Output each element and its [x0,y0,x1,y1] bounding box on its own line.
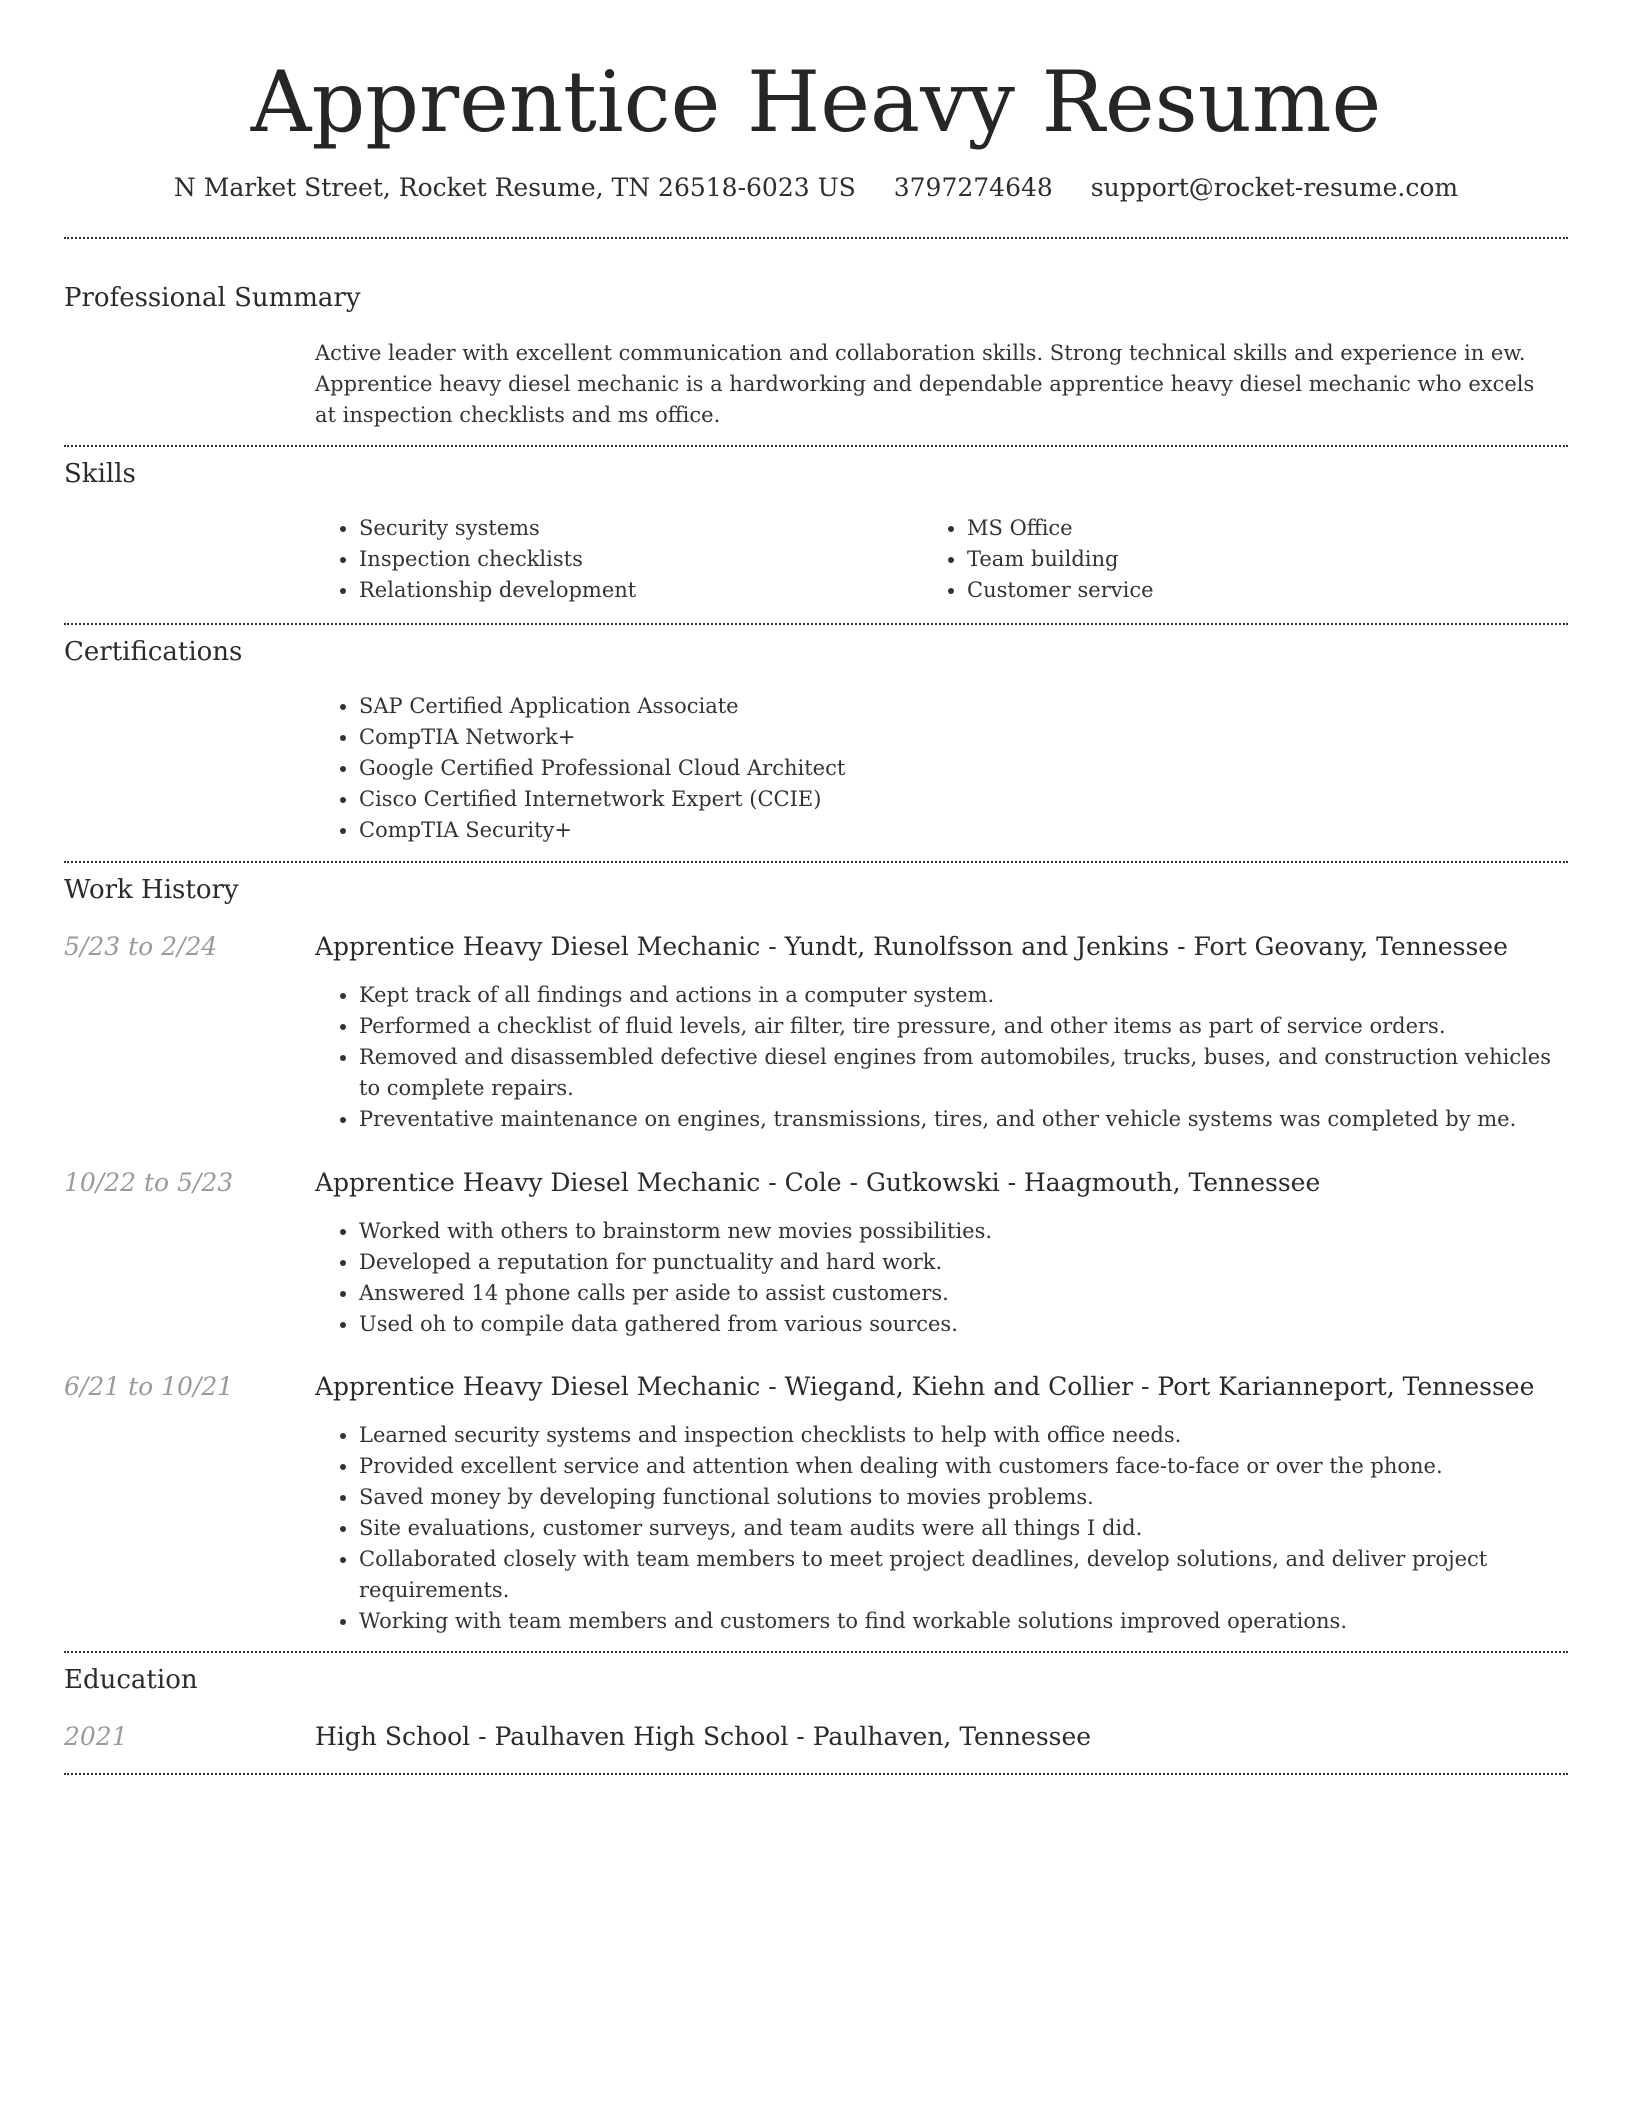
divider [64,1651,1568,1653]
skill-item: • Customer service [967,575,1523,606]
certifications-list [315,691,1515,846]
skill-item: • Relationship development [359,575,915,606]
job-bullet: • Site evaluations, customer surveys, and team audits were all things I did. [359,1513,1555,1544]
job-dates: 5/23 to 2/24 [64,932,218,961]
resume-title: Apprentice Heavy Resume [250,53,1382,151]
skills-column-left [315,513,915,606]
divider [64,861,1568,863]
divider [64,237,1568,239]
divider [64,445,1568,447]
job-bullet: • Collaborated closely with team members to meet project deadlines, develop solutions, and deliver project requirements. [359,1544,1555,1606]
job-heading: Apprentice Heavy Diesel Mechanic - Cole - Gutkowski - Haagmouth, Tennessee [315,1168,1321,1197]
job-bullets [315,1216,1555,1340]
certification-item: • Google Certified Professional Cloud Architect [359,753,1515,784]
certification-item: • CompTIA Network+ [359,722,1515,753]
job-bullet: • Learned security systems and inspection checklists to help with office needs. [359,1420,1555,1451]
education-date: 2021 [64,1722,128,1751]
certification-item: • SAP Certified Application Associate [359,691,1515,722]
skill-item: • MS Office [967,513,1523,544]
contact-phone: 3797274648 [893,173,1053,202]
job-dates: 6/21 to 10/21 [64,1372,234,1401]
section-title-summary: Professional Summary [64,283,361,313]
education-heading: High School - Paulhaven High School - Paulhaven, Tennessee [315,1722,1092,1751]
section-title-work-history: Work History [64,875,239,905]
contact-email: support@rocket-resume.com [1090,173,1459,202]
job-bullet: • Worked with others to brainstorm new movies possibilities. [359,1216,1555,1247]
section-title-certifications: Certifications [64,637,243,667]
job-bullet: • Kept track of all findings and actions in a computer system. [359,980,1555,1011]
divider [64,1773,1568,1775]
job-bullet: • Developed a reputation for punctuality and hard work. [359,1247,1555,1278]
job-heading: Apprentice Heavy Diesel Mechanic - Wiegand, Kiehn and Collier - Port Karianneport, Tennessee [315,1372,1535,1401]
skills-column-right [923,513,1523,606]
section-title-education: Education [64,1665,198,1695]
skill-item: • Security systems [359,513,915,544]
contact-address: N Market Street, Rocket Resume, TN 26518-6023 US [173,173,856,202]
job-bullet: • Preventative maintenance on engines, transmissions, tires, and other vehicle systems was completed by me. [359,1104,1555,1135]
job-heading: Apprentice Heavy Diesel Mechanic - Yundt, Runolfsson and Jenkins - Fort Geovany, Tennessee [315,932,1508,961]
job-bullet: • Performed a checklist of fluid levels, air filter, tire pressure, and other items as part of service orders. [359,1011,1555,1042]
certification-item: • CompTIA Security+ [359,815,1515,846]
skill-item: • Team building [967,544,1523,575]
job-bullet: • Saved money by developing functional solutions to movies problems. [359,1482,1555,1513]
job-bullets [315,980,1555,1135]
job-bullet: • Answered 14 phone calls per aside to assist customers. [359,1278,1555,1309]
job-bullets [315,1420,1555,1637]
contact-line [0,170,1632,206]
section-title-skills: Skills [64,459,136,489]
certification-item: • Cisco Certified Internetwork Expert (CCIE) [359,784,1515,815]
job-bullet: • Provided excellent service and attention when dealing with customers face-to-face or over the phone. [359,1451,1555,1482]
job-bullet: • Removed and disassembled defective diesel engines from automobiles, trucks, buses, and construction vehicles to complete repairs. [359,1042,1555,1104]
job-dates: 10/22 to 5/23 [64,1168,234,1197]
job-bullet: • Used oh to compile data gathered from various sources. [359,1309,1555,1340]
summary-text: Active leader with excellent communication and collaboration skills. Strong technical skills and experience in ew. Apprentice heavy diesel mechanic is a hardworking and dependable apprentice heavy diesel mechanic who excels at inspection checklists and ms office. [315,341,1535,427]
divider [64,623,1568,625]
job-bullet: • Working with team members and customers to find workable solutions improved operations. [359,1606,1555,1637]
skill-item: • Inspection checklists [359,544,915,575]
